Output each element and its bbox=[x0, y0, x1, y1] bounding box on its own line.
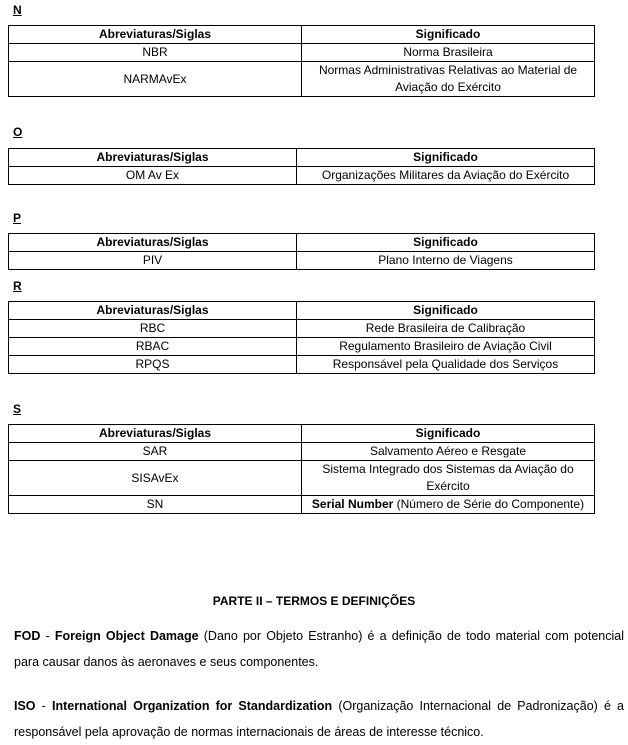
definition-term: FOD bbox=[14, 629, 41, 643]
table-header-row bbox=[9, 234, 595, 252]
header-meaning: Significado bbox=[297, 234, 595, 252]
abbr-cell: SAR bbox=[9, 443, 302, 461]
abbr-cell: SISAvEx bbox=[9, 461, 302, 496]
abbreviation-table-p bbox=[8, 233, 595, 270]
meaning-cell: Sistema Integrado dos Sistemas da Aviação do Exército bbox=[302, 461, 595, 496]
abbr-cell: OM Av Ex bbox=[9, 167, 297, 185]
abbr-cell: PIV bbox=[9, 252, 297, 270]
abbreviation-table-r bbox=[8, 301, 595, 374]
section-letter-r: R bbox=[13, 279, 22, 293]
meaning-cell bbox=[302, 496, 595, 514]
table-row bbox=[9, 252, 595, 270]
definition-text: (Dano por Objeto Estranho) é a definição de todo material com potencial para causar danos às aeronaves e seus componentes. bbox=[14, 629, 625, 669]
meaning-cell: Organizações Militares da Aviação do Exército bbox=[297, 167, 595, 185]
abbreviation-table-s bbox=[8, 424, 595, 514]
header-abbreviations: Abreviaturas/Siglas bbox=[9, 26, 302, 44]
meaning-cell: Normas Administrativas Relativas ao Material de Aviação do Exército bbox=[302, 62, 595, 97]
abbr-cell: NBR bbox=[9, 44, 302, 62]
section-letter-o: O bbox=[13, 125, 23, 139]
header-meaning: Significado bbox=[302, 26, 595, 44]
header-abbreviations: Abreviaturas/Siglas bbox=[9, 234, 297, 252]
table-row bbox=[9, 338, 595, 356]
definition-fod bbox=[14, 623, 624, 675]
part2-heading: PARTE II – TERMOS E DEFINIÇÕES bbox=[212, 594, 416, 608]
definition-separator: - bbox=[40, 629, 55, 643]
table-row bbox=[9, 461, 595, 496]
meaning-cell: Plano Interno de Viagens bbox=[297, 252, 595, 270]
meaning-cell: Salvamento Aéreo e Resgate bbox=[302, 443, 595, 461]
table-header-row bbox=[9, 425, 595, 443]
table-header-row bbox=[9, 26, 595, 44]
header-meaning: Significado bbox=[302, 425, 595, 443]
section-letter-p: P bbox=[13, 211, 22, 225]
meaning-cell: Responsável pela Qualidade dos Serviços bbox=[297, 356, 595, 374]
table-header-row bbox=[9, 302, 595, 320]
abbr-cell: RBC bbox=[9, 320, 297, 338]
table-row bbox=[9, 443, 595, 461]
abbr-cell: NARMAvEx bbox=[9, 62, 302, 97]
table-row bbox=[9, 167, 595, 185]
abbr-cell: SN bbox=[9, 496, 302, 514]
definition-iso bbox=[14, 693, 624, 745]
meaning-cell: Norma Brasileira bbox=[302, 44, 595, 62]
header-meaning: Significado bbox=[297, 302, 595, 320]
table-row bbox=[9, 496, 595, 514]
abbr-cell: RBAC bbox=[9, 338, 297, 356]
table-header-row bbox=[9, 149, 595, 167]
meaning-cell: Regulamento Brasileiro de Aviação Civil bbox=[297, 338, 595, 356]
table-row bbox=[9, 44, 595, 62]
definition-expansion: Foreign Object Damage bbox=[54, 629, 199, 643]
section-letter-s: S bbox=[13, 402, 22, 416]
table-row bbox=[9, 62, 595, 97]
meaning-rest: (Número de Série do Componente) bbox=[393, 497, 585, 511]
header-abbreviations: Abreviaturas/Siglas bbox=[9, 149, 297, 167]
header-abbreviations: Abreviaturas/Siglas bbox=[9, 302, 297, 320]
header-abbreviations: Abreviaturas/Siglas bbox=[9, 425, 302, 443]
definition-term: ISO bbox=[14, 699, 36, 713]
section-letter-n: N bbox=[13, 3, 22, 17]
definition-separator: - bbox=[35, 699, 52, 713]
abbreviation-table-n bbox=[8, 25, 595, 97]
header-meaning: Significado bbox=[297, 149, 595, 167]
meaning-bold-term: Serial Number bbox=[311, 497, 394, 511]
abbreviation-table-o bbox=[8, 148, 595, 185]
table-row bbox=[9, 356, 595, 374]
definition-expansion: International Organization for Standardization bbox=[51, 699, 333, 713]
meaning-cell: Rede Brasileira de Calibração bbox=[297, 320, 595, 338]
definition-text: (Organização Internacional de Padronização) é a responsável pela aprovação de normas internacionais de áreas de interesse técnico. bbox=[14, 699, 624, 739]
table-row bbox=[9, 320, 595, 338]
abbr-cell: RPQS bbox=[9, 356, 297, 374]
